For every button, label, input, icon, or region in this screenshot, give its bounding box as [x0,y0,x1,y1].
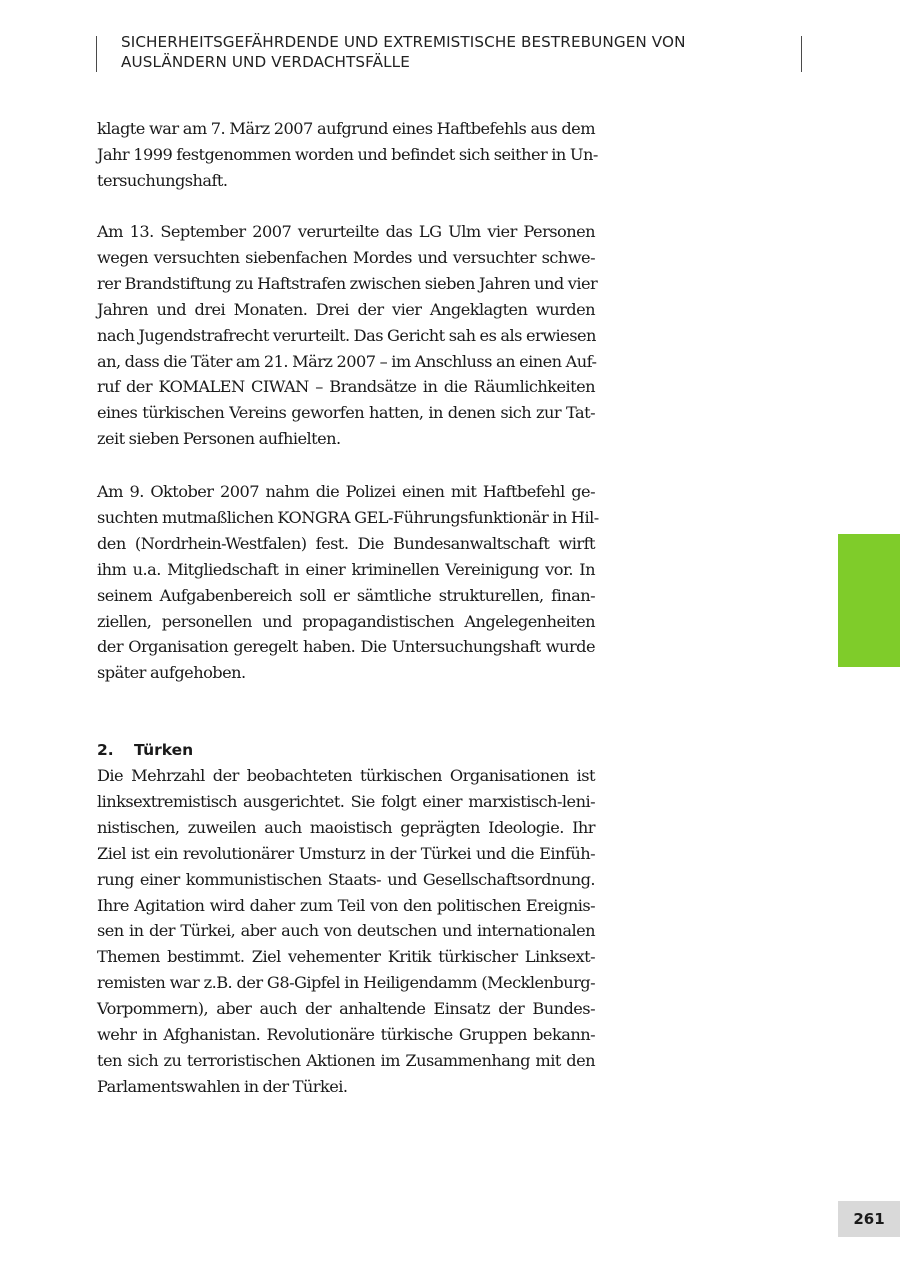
text-line: rung einer kommunistischen Staats- und Gesellschaftsordnung. [97,869,595,889]
paragraph-3 [97,479,599,686]
text-line: tersuchungshaft. [97,170,228,190]
text-line: später aufgehoben. [97,663,246,683]
text-line: klagte war am 7. März 2007 aufgrund eines Haftbefehls aus dem [97,119,595,138]
text-line: ziellen, personellen und propagandistischen Angelegenheiten [97,611,595,631]
text-line: suchten mutmaßlichen KONGRA GEL-Führungsfunktionär in Hil- [97,507,599,527]
paragraph-1 [97,116,598,194]
header-rule-right [801,36,802,72]
section-paragraph [97,763,595,1100]
text-line: remisten war z.B. der G8-Gipfel in Heiligendamm (Mecklenburg- [97,973,595,993]
paragraph-2 [97,219,598,452]
text-line: Parlamentswahlen in der Türkei. [97,1076,348,1096]
text-line: Vorpommern), aber auch der anhaltende Einsatz der Bundes- [97,999,595,1019]
chapter-tab [838,534,900,667]
text-line: Themen bestimmt. Ziel vehementer Kritik türkischer Linksext- [97,947,595,967]
page-number: 261 [838,1201,900,1237]
text-line: Jahren und drei Monaten. Drei der vier Angeklagten wurden [97,299,595,319]
text-line: eines türkischen Vereins geworfen hatten, in denen sich zur Tat- [97,403,595,423]
text-line: ruf der KOMALEN CIWAN – Brandsätze in die Räumlichkeiten [97,377,595,397]
text-line: sen in der Türkei, aber auch von deutschen und internationalen [97,921,595,941]
text-line: Jahr 1999 festgenommen worden und befindet sich seither in Un- [97,144,598,164]
text-line: linksextremistisch ausgerichtet. Sie folgt einer marxistisch-leni- [97,791,595,811]
text-line: seinem Aufgabenbereich soll er sämtliche strukturellen, finan- [97,585,595,605]
section-heading [97,738,193,762]
text-line: zeit sieben Personen aufhielten. [97,429,341,449]
text-line: wegen versuchten siebenfachen Mordes und versuchter schwe- [97,247,595,267]
text-line: rer Brandstiftung zu Haftstrafen zwischen sieben Jahren und vier [97,273,598,293]
text-line: nach Jugendstrafrecht verurteilt. Das Gericht sah es als erwiesen [97,325,596,345]
section-number: 2. [97,741,114,759]
running-header-line: SICHERHEITSGEFÄHRDENDE UND EXTREMISTISCHE BESTREBUNGEN VON [121,33,686,51]
text-line: wehr in Afghanistan. Revolutionäre türkische Gruppen bekann- [97,1025,595,1045]
text-line: den (Nordrhein-Westfalen) fest. Die Bundesanwaltschaft wirft [97,533,595,553]
text-line: Am 9. Oktober 2007 nahm die Polizei einen mit Haftbefehl ge- [97,482,595,501]
header-rule-left [96,36,97,72]
text-line: ihm u.a. Mitgliedschaft in einer kriminellen Vereinigung vor. In [97,559,595,579]
text-line: Ihre Agitation wird daher zum Teil von den politischen Ereignis- [97,895,595,915]
text-line: an, dass die Täter am 21. März 2007 – im Anschluss an einen Auf- [97,351,597,371]
section-title: Türken [134,741,194,759]
text-line: Die Mehrzahl der beobachteten türkischen Organisationen ist [97,766,595,785]
text-line: Am 13. September 2007 verurteilte das LG Ulm vier Personen [97,222,595,241]
text-line: ten sich zu terroristischen Aktionen im Zusammenhang mit den [97,1050,595,1070]
running-header-line: AUSLÄNDERN UND VERDACHTSFÄLLE [121,53,410,71]
running-header [121,32,761,72]
text-line: Ziel ist ein revolutionärer Umsturz in der Türkei und die Einfüh- [97,843,595,863]
text-line: der Organisation geregelt haben. Die Untersuchungshaft wurde [97,637,595,657]
text-line: nistischen, zuweilen auch maoistisch geprägten Ideologie. Ihr [97,817,595,837]
